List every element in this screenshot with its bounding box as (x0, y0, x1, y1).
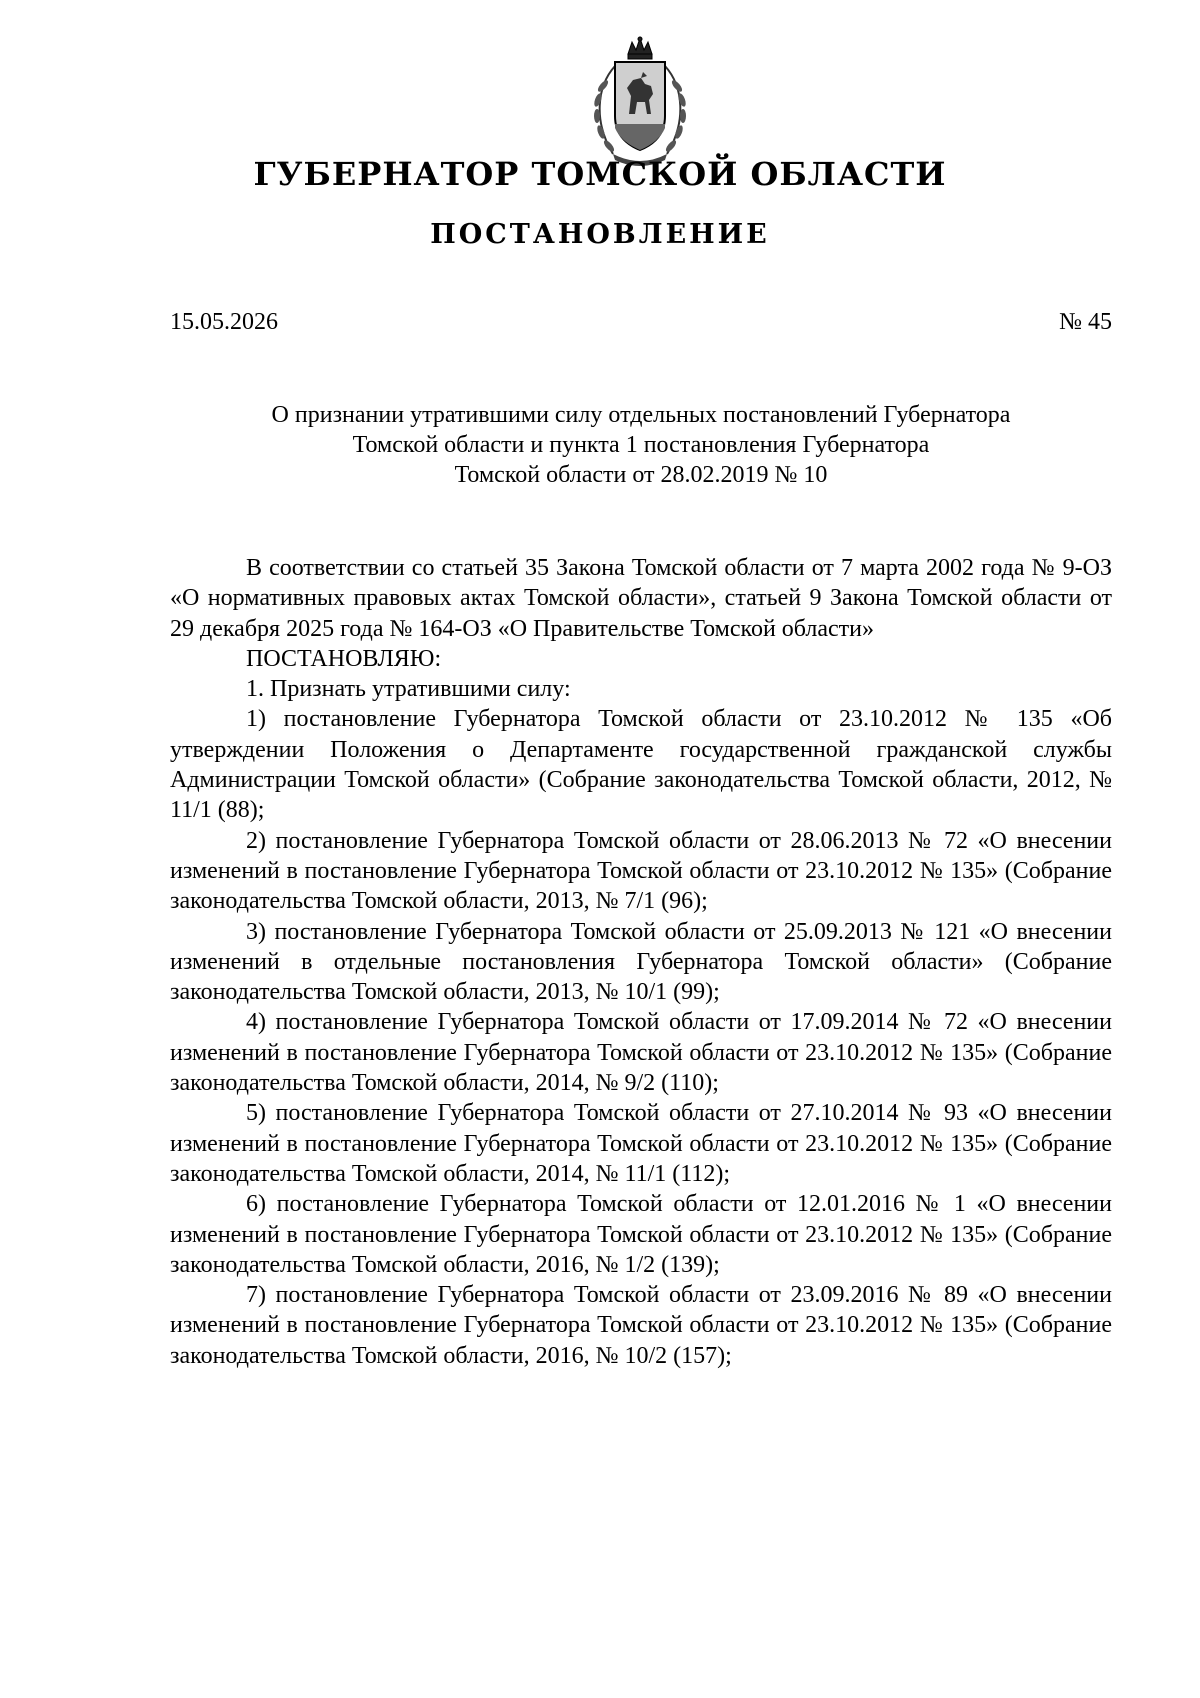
list-item: 1) постановление Губернатора Томской области от 23.10.2012 № 135 «Об утверждении Положения о Департаменте государственной гражданской службы Администрации Томской области» (Собрание законодательства Томской области, 2012, № 11/1 (88); (170, 706, 1112, 824)
subject-line: Томской области от 28.02.2019 № 10 (454, 462, 828, 488)
list-item: 7) постановление Губернатора Томской области от 23.09.2016 № 89 «О внесении изменений в постановление Губернатора Томской области от 23.10.2012 № 135» (Собрание законодательства Томской области, 2016, № 10/2 (157); (170, 1282, 1112, 1369)
point-1-paragraph: 1. Признать утратившими силу: (246, 676, 571, 703)
tomsk-region-coat-of-arms-icon (585, 36, 695, 170)
list-item: 3) постановление Губернатора Томской области от 25.09.2013 № 121 «О внесении изменений в отдельные постановления Губернатора Томской области» (Собрание законодательства Томской области, 2013, № 10/1 (99); (170, 918, 1112, 1006)
list-item: 2) постановление Губернатора Томской области от 28.06.2013 № 72 «О внесении изменений в постановление Губернатора Томской области от 23.10.2012 № 135» (Собрание законодательства Томской области, 2013, № 7/1 (96); (170, 827, 1112, 915)
list-item: 5) постановление Губернатора Томской области от 27.10.2014 № 93 «О внесении изменений в постановление Губернатора Томской области от 23.10.2012 № 135» (Собрание законодательства Томской области, 2014, № 11/1 (112); (170, 1100, 1112, 1187)
organization-title: ГУБЕРНАТОР ТОМСКОЙ ОБЛАСТИ (253, 155, 947, 193)
subject-line: О признании утратившими силу отдельных постановлений Губернатора (271, 402, 1011, 428)
list-item: 6) постановление Губернатора Томской области от 12.01.2016 № 1 «О внесении изменений в постановление Губернатора Томской области от 23.10.2012 № 135» (Собрание законодательства Томской области, 2016, № 1/2 (139); (170, 1191, 1112, 1278)
document-number: № 45 (1059, 309, 1112, 335)
document-date: 15.05.2026 (170, 309, 278, 335)
list-item: 4) постановление Губернатора Томской области от 17.09.2014 № 72 «О внесении изменений в постановление Губернатора Томской области от 23.10.2012 № 135» (Собрание законодательства Томской области, 2014, № 9/2 (110); (170, 1009, 1112, 1097)
subject-line: Томской области и пункта 1 постановления Губернатора (352, 432, 930, 458)
preamble-paragraph: В соответствии со статьей 35 Закона Томской области от 7 марта 2002 года № 9-ОЗ «О нормативных правовых актах Томской области», статьей 9 Закона Томской области от 29 декабря 2025 года № 164-ОЗ «О Правительстве Томской области» (170, 555, 1112, 642)
document-subject (170, 400, 1112, 490)
document-body (170, 553, 1112, 1371)
decree-heading: ПОСТАНОВЛЯЮ: (246, 645, 442, 672)
document-type: ПОСТАНОВЛЕНИЕ (430, 219, 770, 250)
